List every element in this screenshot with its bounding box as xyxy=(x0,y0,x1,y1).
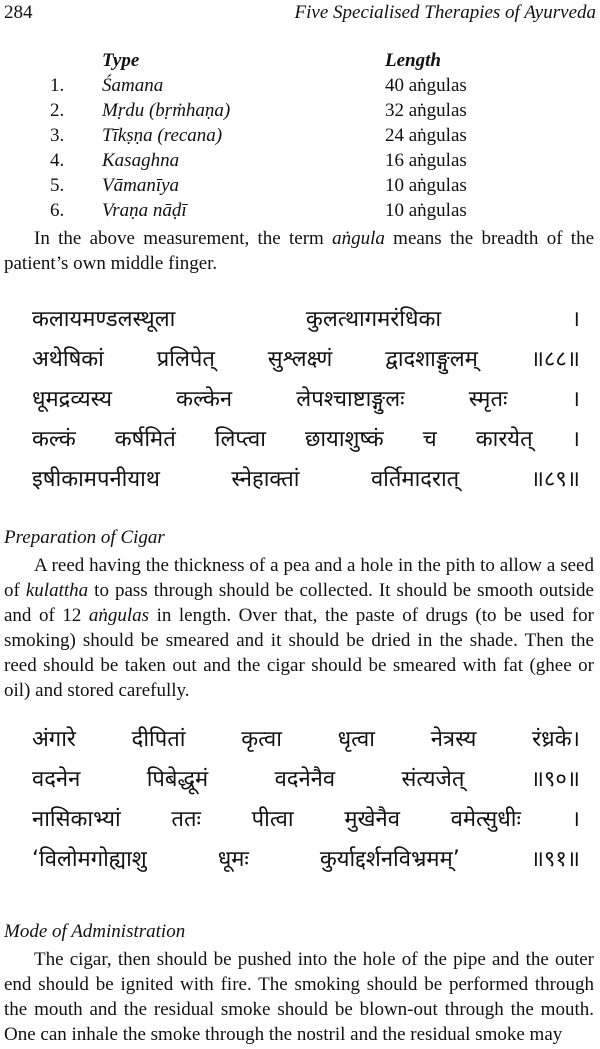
verse-word: कुर्याद्दर्शनविभ्रमम्’ xyxy=(319,847,460,872)
verse-word: प्रलिपेत् xyxy=(156,347,215,372)
verse-word: वदनेनैव xyxy=(274,767,336,792)
verse-word: दीपितां xyxy=(131,727,186,752)
verse-line xyxy=(32,302,580,334)
verse-line xyxy=(32,342,580,374)
row-number: 6. xyxy=(50,200,65,221)
running-title: Five Specialised Therapies of Ayurveda xyxy=(294,2,596,23)
verse-line xyxy=(32,762,580,794)
paragraph-administration: The cigar, then should be pushed into the hole of the pipe and the outer end should be ignited with fire. The smoking should be performed through the mouth and the residual smoke should be blown-out through the mouth. One can inhale the smoke through the nostril and the residual smoke may xyxy=(4,949,594,1045)
table-row xyxy=(50,123,590,148)
verse-word: लिप्त्वा xyxy=(214,427,266,452)
row-type: Kasaghna xyxy=(102,150,180,171)
verse-word: वदनेन xyxy=(32,767,81,792)
table-row xyxy=(50,198,590,223)
verse-word: धृत्वा xyxy=(337,727,375,752)
verse-word: कुलत्थागमरंधिका xyxy=(305,307,442,332)
row-length: 24 aṅgulas xyxy=(385,125,467,146)
verse-line xyxy=(32,422,580,454)
term-angula: aṅgula xyxy=(332,228,385,249)
verse-word: पीत्वा xyxy=(251,807,294,832)
row-length: 32 aṅgulas xyxy=(385,100,467,121)
verse-word: कृत्वा xyxy=(241,727,282,752)
row-number: 5. xyxy=(50,175,65,196)
verse-line xyxy=(32,462,580,494)
verse-line xyxy=(32,802,580,834)
paragraph-cigar: A reed having the thickness of a pea and a hole in the pith to allow a seed of kulattha to pass through should be collected. It should be smooth outside and of 12 aṅgulas in length. Over that, the paste of drugs (to be used for smoking) should be smeared and it should be dried in the shade. Then the reed should be taken out and the cigar should be smeared with fat (ghee or oil) and stored carefully. xyxy=(4,555,594,701)
verse-word: लेपश्चाष्टाङ्गुलः xyxy=(296,387,405,412)
verse-word: ॥९१॥ xyxy=(530,847,580,872)
row-length: 40 aṅgulas xyxy=(385,75,467,96)
verse-word: नासिकाभ्यां xyxy=(32,807,121,832)
page-header xyxy=(4,2,596,26)
section-title-cigar: Preparation of Cigar xyxy=(4,527,165,548)
verse-word: अथेषिकां xyxy=(32,347,104,372)
table-row xyxy=(50,98,590,123)
table-row xyxy=(50,173,590,198)
row-type: Śamana xyxy=(102,75,164,96)
verse-line xyxy=(32,842,580,874)
verse-word: ॥८९॥ xyxy=(530,467,580,492)
col-length-header: Length xyxy=(385,50,441,71)
verse-word: संत्यजेत् xyxy=(401,767,465,792)
verse-word: नेत्रस्य xyxy=(430,727,477,752)
page-number: 284 xyxy=(4,2,33,23)
verse-word: स्मृतः xyxy=(468,387,508,412)
row-length: 10 aṅgulas xyxy=(385,200,467,221)
verse-word: इषीकामपनीयाथ xyxy=(32,467,160,492)
verse-word: । xyxy=(571,427,580,452)
verse-word: वर्तिमादरात् xyxy=(370,467,460,492)
verse-word: ॥८८॥ xyxy=(530,347,580,372)
row-number: 4. xyxy=(50,150,65,171)
row-number: 3. xyxy=(50,125,65,146)
row-type: Tīkṣṇa (recana) xyxy=(102,125,223,146)
measurement-table xyxy=(50,48,590,223)
table-row xyxy=(50,73,590,98)
row-type: Vāmanīya xyxy=(102,175,180,196)
row-number: 1. xyxy=(50,75,65,96)
verse-word: ततः xyxy=(171,807,201,832)
row-length: 16 aṅgulas xyxy=(385,150,467,171)
verse-word: छायाशुष्कं xyxy=(304,427,384,452)
table-header xyxy=(50,48,590,73)
verse-word: द्वादशाङ्गुलम् xyxy=(385,347,478,372)
col-type-header: Type xyxy=(102,50,140,71)
verse-word: मुखेनैव xyxy=(344,807,400,832)
verse-word: कर्षमितं xyxy=(114,427,176,452)
verse-word: कल्कं xyxy=(32,427,76,452)
verse-word: धूमः xyxy=(217,847,249,872)
verse-word: । xyxy=(571,387,580,412)
verse-word: स्नेहाक्तां xyxy=(231,467,300,492)
row-type: Mṛdu (bṛṁhaṇa) xyxy=(102,100,231,121)
paragraph-angula: In the above measurement, the term aṅgula means the breadth of the patient’s own middle finger. xyxy=(4,228,595,274)
verse-word: ‘विलोमगोह्याशु xyxy=(32,847,147,872)
row-type: Vraṇa nāḍī xyxy=(102,200,187,221)
verse-word: । xyxy=(571,307,580,332)
verse-word: पिबेद्धूमं xyxy=(146,767,209,792)
verse-word: सुश्लक्ष्णं xyxy=(267,347,333,372)
verse-word: अंगारे xyxy=(32,727,76,752)
row-number: 2. xyxy=(50,100,65,121)
verse-word: कल्केन xyxy=(176,387,233,412)
verse-line xyxy=(32,722,580,754)
verse-word: कारयेत् xyxy=(475,427,533,452)
row-length: 10 aṅgulas xyxy=(385,175,467,196)
verse-word: । xyxy=(571,807,580,832)
section-title-administration: Mode of Administration xyxy=(4,921,186,942)
verse-word: वमेत्सुधीः xyxy=(450,807,521,832)
verse-word: कलायमण्डलस्थूला xyxy=(32,307,176,332)
verse-word: धूमद्रव्यस्य xyxy=(32,387,112,412)
verse-word: च xyxy=(422,427,437,452)
table-row xyxy=(50,148,590,173)
verse-word: रंध्रके। xyxy=(532,727,580,752)
verse-line xyxy=(32,382,580,414)
verse-word: ॥९०॥ xyxy=(530,767,580,792)
